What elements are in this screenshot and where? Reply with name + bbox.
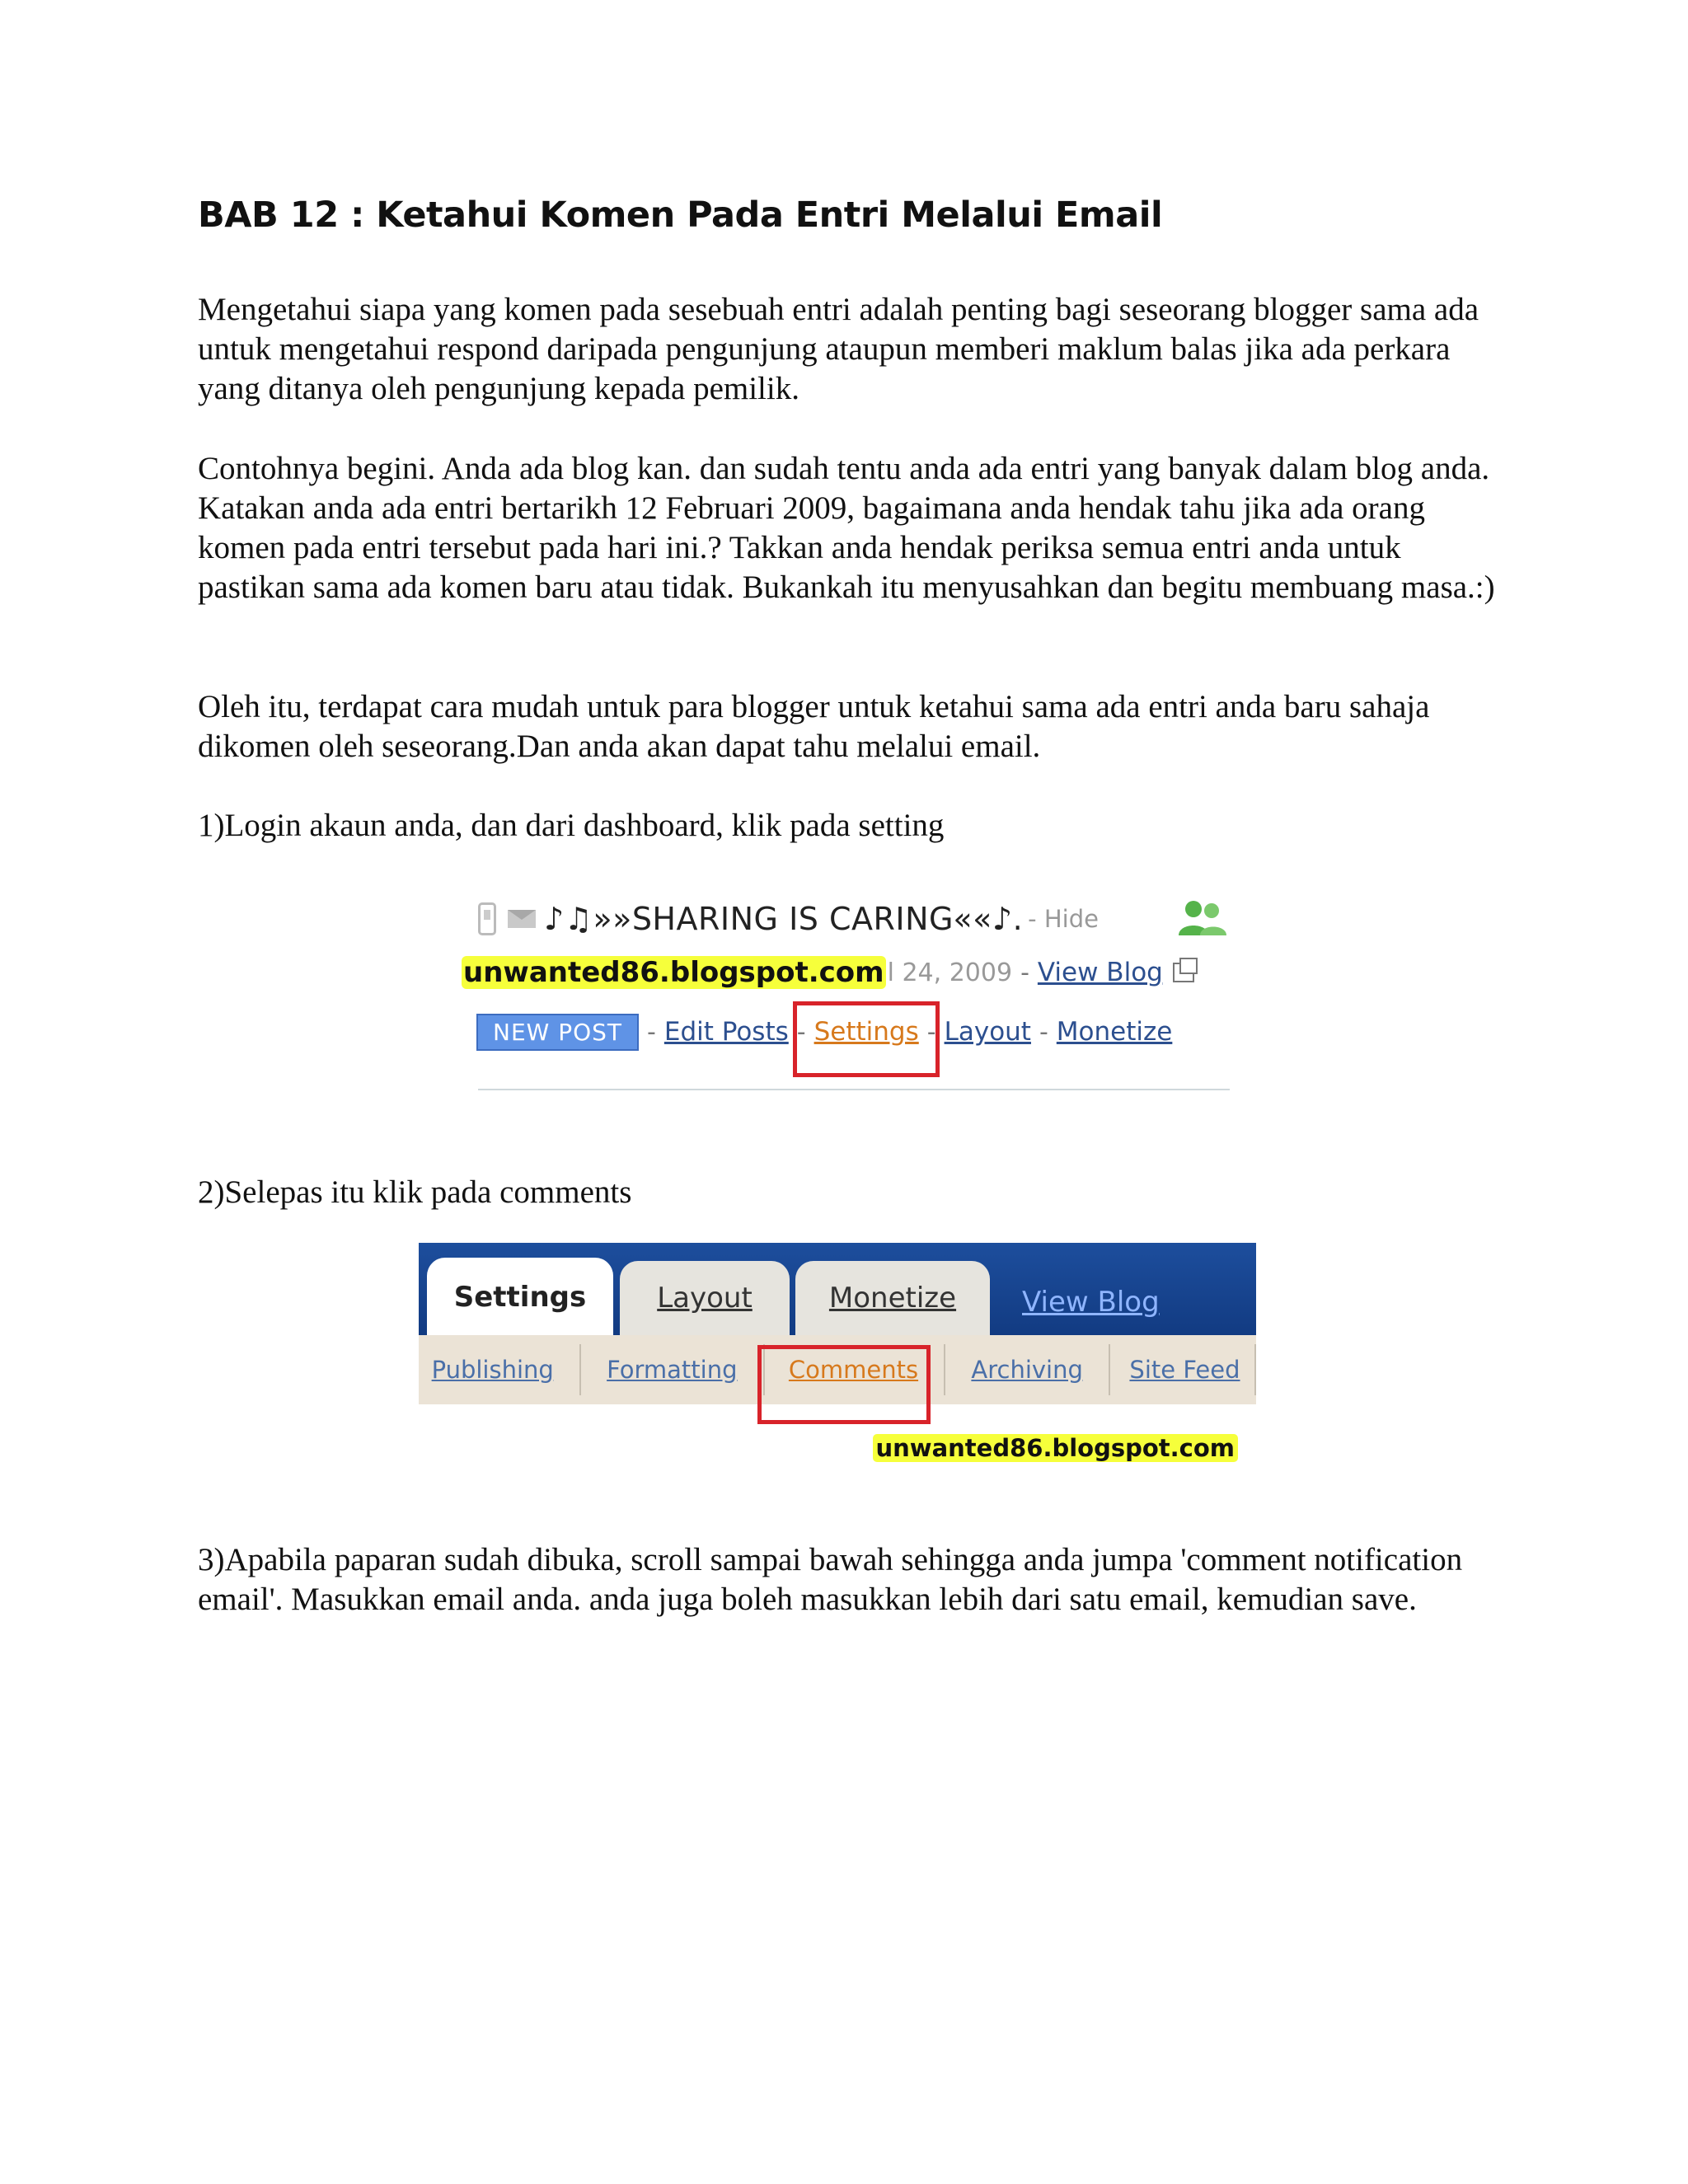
monetize-link[interactable]: Monetize xyxy=(1056,1017,1173,1047)
separator: - xyxy=(1039,1017,1048,1047)
subtab-formatting[interactable]: Formatting xyxy=(607,1356,738,1384)
comments-highlight-box xyxy=(757,1345,931,1424)
edit-posts-link[interactable]: Edit Posts xyxy=(663,1017,789,1047)
tab-settings-label: Settings xyxy=(453,1281,587,1314)
tab-monetize-label: Monetize xyxy=(828,1282,957,1315)
layout-link[interactable]: Layout xyxy=(944,1017,1031,1047)
step-2: 2)Selepas itu klik pada comments xyxy=(198,1174,632,1210)
separator: - xyxy=(647,1017,656,1047)
tab-layout-label: Layout xyxy=(657,1282,753,1315)
paragraph-solution: Oleh itu, terdapat cara mudah untuk para blogger untuk ketahui sama ada entri anda baru sahaja dikomen oleh seseorang.Dan anda akan dapat tahu melalui email. xyxy=(198,689,1430,764)
settings-highlight-box xyxy=(793,1001,940,1077)
paragraph-example: Contohnya begini. Anda ada blog kan. dan sudah tentu anda ada entri yang banyak dalam blog anda. Katakan anda ada entri bertarikh 12 Februari 2009, bagaimana anda hendak tahu jika ada orang komen pada entri tersebut pada hari ini.? Takkan anda hendak periksa semua entri anda untuk pastikan sama ada komen baru atau tidak. Bukankah itu menyusahkan dan begitu membuang masa.:) xyxy=(198,451,1495,605)
tab-settings[interactable] xyxy=(427,1258,613,1337)
blog-title: ♪♫»»SHARING IS CARING««♪. xyxy=(544,901,1024,937)
subtab-divider xyxy=(579,1344,581,1395)
settings-link[interactable]: Settings xyxy=(814,1017,919,1047)
blog-url-row xyxy=(462,949,1194,996)
subtab-divider xyxy=(1109,1344,1110,1395)
new-post-button[interactable]: NEW POST xyxy=(476,1014,639,1051)
subtab-divider xyxy=(944,1344,945,1395)
blog-title-row xyxy=(478,894,1099,944)
tab-layout[interactable] xyxy=(620,1261,790,1335)
blog-url-highlight: unwanted86.blogspot.com xyxy=(873,1434,1239,1462)
hide-link[interactable]: - Hide xyxy=(1028,905,1099,933)
mobile-icon xyxy=(478,902,496,935)
tab-monetize[interactable] xyxy=(795,1261,990,1335)
separator: - xyxy=(926,1017,936,1047)
divider xyxy=(478,1089,1230,1090)
subtab-archiving[interactable]: Archiving xyxy=(971,1356,1083,1384)
step-3: 3)Apabila paparan sudah dibuka, scroll sampai bawah sehingga anda jumpa 'comment notification email'. Masukkan email anda. anda juga boleh masukkan lebih dari satu email, kemudian save. xyxy=(198,1542,1463,1617)
subtab-divider xyxy=(1254,1344,1256,1395)
external-window-icon xyxy=(1173,963,1194,982)
dashboard-screenshot xyxy=(462,878,1245,1100)
page-title: BAB 12 : Ketahui Komen Pada Entri Melalui Email xyxy=(198,194,1163,236)
users-icon xyxy=(1175,898,1230,939)
separator: - xyxy=(796,1017,806,1047)
step-1: 1)Login akaun anda, dan dari dashboard, klik pada setting xyxy=(198,808,945,843)
subtab-publishing[interactable]: Publishing xyxy=(431,1356,554,1384)
separator: - xyxy=(1020,958,1029,987)
blog-url-highlight: unwanted86.blogspot.com xyxy=(463,956,884,989)
paragraph-intro: Mengetahui siapa yang komen pada sesebuah entri adalah penting bagi seseorang blogger sama ada untuk mengetahui respond daripada pengunjung ataupun memberi maklum balas jika ada perkara yang ditanya oleh pengunjung kepada pemilik. xyxy=(198,292,1479,406)
settings-tabs-screenshot xyxy=(419,1243,1256,1469)
view-blog-link[interactable]: View Blog xyxy=(1037,958,1163,987)
mail-icon xyxy=(508,910,536,928)
subtab-comments[interactable]: Comments xyxy=(788,1356,919,1384)
last-post-date: l 24, 2009 xyxy=(887,958,1013,987)
view-blog-tab-link[interactable]: View Blog xyxy=(1022,1286,1160,1319)
subtab-site-feed[interactable]: Site Feed xyxy=(1129,1356,1240,1384)
